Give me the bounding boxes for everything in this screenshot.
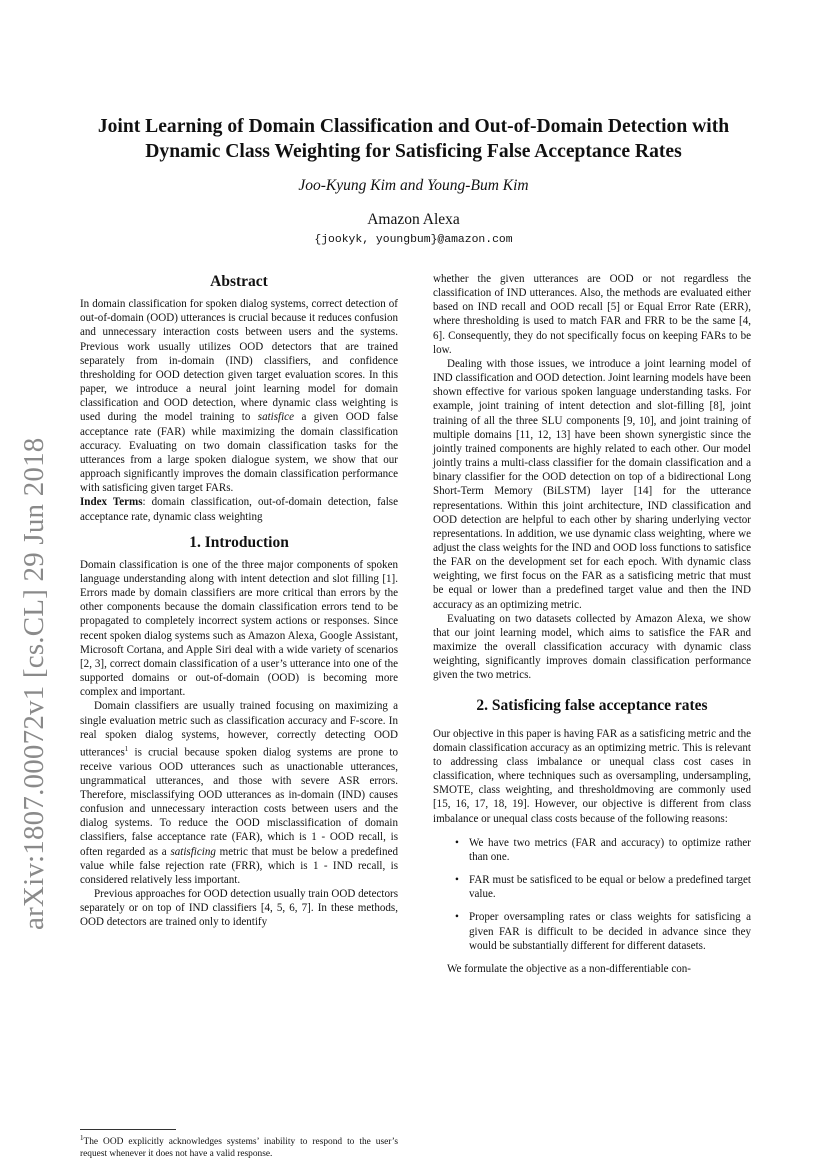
arxiv-identifier: arXiv:1807.00072v1 [cs.CL] 29 Jun 2018 (18, 437, 50, 930)
intro-paragraph-3: Previous approaches for OOD detection usually train OOD detectors separately or on top of IND classifiers [4, 5, 6, 7]. In these methods, OOD detectors are trained only to identify (80, 888, 398, 929)
intro-paragraph-1: Domain classification is one of the three major components of spoken language understanding along with intent detection and slot filling [1]. Errors made by domain classifiers are more critical than errors by the other components because the domain classification errors tend to be propagated to completely incorrect system actions or responses. Since recent spoken dialog systems such as Amazon Alexa, Google Assistant, Microsoft Cortana, and Apple Siri deal with a wide variety of scenarios [2, 3], correct domain classification of a user’s utterance into one of the supported domains or out-of-domain (OOD) is becoming more complex and important. (80, 558, 398, 699)
satisficing-heading: 2. Satisficing false acceptance rates (476, 696, 708, 714)
footnote: $^1$The OOD explicitly acknowledges systems’ inability to respond to the user’s request whenever it does not have a valid response. (80, 1134, 398, 1159)
right-paragraph-3: Evaluating on two datasets collected by Amazon Alexa, we show that our joint learning model, which aims to satisfice the FAR and maximize the overall classification accuracy with dynamic class weighting, significantly improves domain classification performance given the two metrics. (433, 612, 751, 682)
abstract-heading: Abstract (210, 273, 268, 290)
bullet-icon: • (455, 874, 459, 887)
formulation-paragraph: We formulate the objective as a non-differentiable con- (447, 962, 691, 975)
affiliation: Amazon Alexa (367, 211, 460, 228)
footnote-marker[interactable]: 1 (124, 744, 129, 753)
index-terms: Index Terms: domain classification, out-of-domain detection, false acceptance rate, dynamic class weighting (80, 496, 398, 523)
reasons-list (433, 836, 751, 953)
right-paragraph-2: Dealing with those issues, we introduce a joint learning model of IND classification and OOD detection. Joint learning models have been shown effective for various spoken language understanding tasks. For example, joint training of intent detection and slot-filling [8], joint training of all the three SLU components [9, 10], and joint training of multiple domains [11, 12, 13] have been shown synergistic since the jointly trained components are highly related to each other. Our model jointly trains a multi-class classifier for the domain classification and a binary classifier for the OOD detection on top of a bidirectional Long Short-Term Memory (BiLSTM) layer [14] for the utterance representations. Within this joint architecture, IND classification and OOD detection are helpful to each other by sharing underlying vector representations. In addition, we use dynamic class weighting, where we adjust the class weights for the IND and OOD loss functions to satisfice the FAR on the development set for each epoch. With dynamic class weighting, we first focus on the FAR as a satisficing metric that must be equal or lower than a predefined target value and then the IND accuracy as an optimizing metric. (433, 357, 751, 611)
footnote-divider (80, 1129, 176, 1130)
title-line-1: Joint Learning of Domain Classification and Out-of-Domain Detection with (97, 116, 730, 137)
bullet-icon: • (455, 836, 459, 849)
paper-title (60, 114, 767, 164)
authors: Joo-Kyung Kim and Young-Bum Kim (298, 177, 529, 194)
list-item: • FAR must be satisficed to be equal or below a predefined target value. (455, 874, 751, 901)
title-line-2: Dynamic Class Weighting for Satisficing False Acceptance Rates (145, 141, 682, 162)
email: {jookyk, youngbum}@amazon.com (314, 234, 513, 246)
intro-paragraph-2: Domain classifiers are usually trained focusing on maximizing a single evaluation metric such as classification accuracy and F-score. In real spoken dialog systems, however, correctly detecting OOD utterances$^1$ is crucial because spoken dialog systems are prone to receive various OOD utterances such as unactionable utterances, ungrammatical utterances, and those with severe ASR errors. Therefore, misclassifying OOD utterances as in-domain (IND) causes confusion and unnecessary interaction costs between users and the dialog systems. To reduce the OOD misclassification of domain classifiers, false acceptance rate (FAR), which is 1 - OOD recall, is often regarded as a satisficing metric that must be below a predefined value while false rejection rate (FRR), which is 1 - IND recall, is considered relatively less important. (80, 700, 398, 886)
introduction-heading: 1. Introduction (189, 533, 289, 551)
satisficing-paragraph: Our objective in this paper is having FAR as a satisficing metric and the domain classification accuracy as an optimizing metric. This is relevant to addressing class imbalance or unequal class cost cases in classification, where techniques such as oversampling, undersampling, SMOTE, class weighting, and thresholdmoving are commonly used [15, 16, 17, 18, 19]. However, our objective is different from class imbalance or unequal class costs because of the following reasons: (433, 727, 751, 825)
list-item: • We have two metrics (FAR and accuracy) to optimize rather than one. (455, 836, 751, 863)
bullet-icon: • (455, 911, 459, 924)
left-column (80, 275, 398, 930)
right-paragraph-1: whether the given utterances are OOD or not regardless the classification of IND utterances. Also, the methods are evaluated either based on IND recall and OOD recall [5] or Equal Error Rate (ERR), where thresholding is used to match FAR and FRR to be the same [4, 6]. Consequently, they do not specifically focus on keeping FARs to be low. (433, 273, 751, 356)
right-column (433, 272, 751, 976)
abstract-paragraph: In domain classification for spoken dialog systems, correct detection of out-of-domain (OOD) utterances is crucial because it reduces confusion and unnecessary interaction costs between users and the systems. Previous work usually utilizes OOD detectors that are trained separately from in-domain (IND) classifiers, and confidence thresholding for OOD detection given target evaluation scores. In this paper, we introduce a neural joint learning model for domain classification and OOD detection, where dynamic class weighting is used during the model training to satisfice a given OOD false acceptance rate (FAR) while maximizing the domain classification accuracy. Evaluating on two domain classification tasks for the utterances from a large spoken dialogue system, we show that our approach significantly improves the domain classification performance with satisficing given target FARs. (80, 298, 398, 495)
list-item: • Proper oversampling rates or class weights for satisficing a given FAR is difficult to be decided in advance since they would be substantially different for different datasets. (455, 911, 751, 952)
